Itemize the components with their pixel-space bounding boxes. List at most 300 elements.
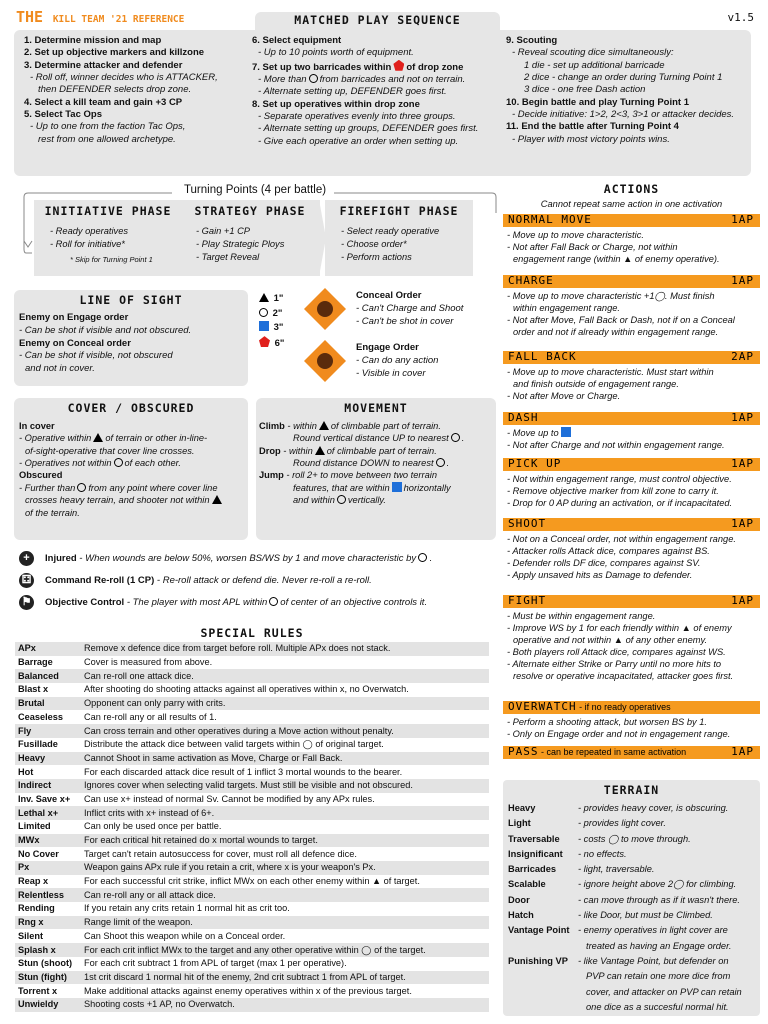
action-line: - Not on a Conceal order, not within engagement range. (507, 534, 736, 544)
terrain-name: Insignificant (508, 848, 563, 859)
circle-icon (436, 458, 445, 467)
action-cost: 1AP (731, 411, 754, 424)
seq-step: of drop zone (406, 61, 464, 73)
action-cost: 1AP (731, 745, 754, 758)
rule-text: Remove x defence dice from target before roll. Multiple APx does not stack. (84, 643, 391, 654)
action-line: - Perform a shooting attack, but worsen BS by 1. (507, 717, 707, 727)
terrain-text: - ignore height above 2◯ for climbing. (578, 879, 737, 890)
phase-item: - Select ready operative (341, 225, 440, 236)
table-row (15, 806, 489, 820)
seq-step: 7. Set up two barricades within (252, 61, 392, 73)
fall-back-bar (503, 351, 760, 364)
action-line: operative and not within ▲ of any other enemy. (513, 635, 708, 646)
fall-back-text (503, 366, 760, 402)
jump-label: Jump (259, 470, 284, 481)
table-row (15, 888, 489, 902)
action-name: FIGHT (508, 594, 547, 607)
terrain-name: Hatch (508, 910, 534, 921)
seq-step: 10. Begin battle and play Turning Point 1 (506, 96, 689, 108)
table-row (15, 998, 489, 1012)
action-line: - Not within engagement range, must control objective. (507, 474, 732, 484)
table-row (15, 861, 489, 875)
rule-name: Relentless (18, 889, 64, 900)
los-text: - Can be shot if visible and not obscured. (19, 324, 192, 336)
terrain-text: PVP can retain one more dice from (586, 971, 731, 982)
table-row (15, 875, 489, 889)
rule-name: Rending (18, 903, 55, 914)
action-line: engagement range (within ▲ of enemy operative). (513, 254, 720, 265)
title-sub: KILL TEAM '21 REFERENCE (52, 14, 185, 25)
initiative-phase-box (34, 200, 182, 276)
terrain-text: - provides heavy cover, is obscuring. (578, 803, 729, 813)
terrain-row (508, 847, 758, 862)
table-row (15, 779, 489, 793)
special-rules-title: SPECIAL RULES (200, 626, 304, 640)
terrain-text: one dice as a succesful normal hit. (586, 1001, 729, 1012)
sequence-col-3 (506, 35, 756, 146)
command-reroll-label: Command Re-roll (1 CP) (45, 575, 155, 586)
action-line: - Move up to (507, 428, 559, 438)
terrain-name: Traversable (508, 833, 560, 844)
charge-text (503, 290, 760, 338)
phase-arrow (320, 205, 326, 271)
terrain-title: TERRAIN (603, 783, 660, 797)
action-name: NORMAL MOVE (508, 213, 592, 226)
rule-name: Fly (18, 725, 32, 736)
strategy-phase-box (180, 200, 320, 276)
shoot-text (503, 533, 760, 581)
rule-name: Fusillade (18, 739, 58, 750)
table-row (15, 752, 489, 766)
seq-detail: 1 die - set up additional barricade (524, 59, 665, 71)
movement-text: of climbable part of terrain. (326, 445, 437, 456)
rule-text: Cover is measured from above. (84, 657, 213, 668)
table-row (15, 916, 489, 930)
phase-item: - Roll for initiative* (50, 238, 125, 249)
rule-text: Range limit of the weapon. (84, 917, 193, 928)
pick-up-text (503, 473, 760, 509)
firefight-phase-box (325, 200, 473, 276)
table-row (15, 710, 489, 724)
action-name: CHARGE (508, 274, 554, 287)
terrain-name: Punishing VP (508, 955, 568, 966)
action-name: PASS (508, 745, 539, 758)
action-line: - Improve WS by 1 for each friendly within ▲ of enemy (507, 623, 732, 634)
table-row (15, 642, 489, 656)
injured-text: - When wounds are below 50%, worsen BS/WS by 1 and move characteristic by (76, 553, 417, 564)
terrain-row (508, 832, 758, 847)
rule-name: No Cover (18, 848, 59, 859)
action-name: FALL BACK (508, 350, 577, 363)
version-label: v1.5 (727, 11, 754, 24)
terrain-row (508, 954, 758, 969)
triangle-icon (93, 433, 103, 442)
order-text: - Can't be shot in cover (356, 315, 454, 327)
terrain-row (508, 893, 758, 908)
action-cost: 1AP (731, 457, 754, 470)
seq-detail: - Alternate setting up, DEFENDER goes first. (258, 86, 447, 98)
table-row (15, 738, 489, 752)
action-line: - Attacker rolls Attack dice, compares against BS. (507, 546, 710, 557)
movement-text: vertically. (347, 495, 386, 506)
seq-step: 11. End the battle after Turning Point 4 (506, 121, 679, 133)
pentagon-6in-icon (393, 60, 404, 71)
document-title (16, 9, 184, 27)
terrain-text: - enemy operatives in light cover are (578, 925, 728, 936)
action-cost: 1AP (731, 517, 754, 530)
action-cost: 1AP (731, 213, 754, 226)
cover-text: of terrain or other in-line- (105, 433, 208, 444)
action-line: - Must be within engagement range. (507, 611, 656, 621)
firefight-phase-title: FIREFIGHT PHASE (339, 204, 459, 218)
movement-text: Round distance DOWN to nearest (293, 458, 434, 469)
terrain-row (508, 923, 758, 938)
action-line: - Move up to move characteristic. Must start within (507, 367, 714, 377)
action-line: - Defender rolls DF dice, compares against SV. (507, 558, 701, 569)
rule-name: Hot (18, 766, 34, 777)
action-name: OVERWATCH (508, 700, 577, 713)
terrain-text: cover, and attacker on PVP can retain (586, 986, 742, 997)
circle-icon (114, 458, 123, 467)
terrain-name (508, 969, 578, 984)
rule-name: APx (18, 643, 36, 654)
cover-text: of-sight-operative that cover line crosses. (25, 445, 195, 456)
rule-text: If you retain any crits retain 1 normal hit as crit too. (84, 903, 290, 914)
seq-detail: - Up to 10 points worth of equipment. (258, 47, 414, 59)
seq-detail: - Player with most victory points wins. (512, 133, 670, 145)
table-row (15, 902, 489, 916)
action-line: - Alternate either Strike or Parry until no more hits to (507, 659, 722, 670)
terrain-name: Barricades (508, 864, 557, 875)
cover-text: crosses heavy terrain, and shooter not within (25, 495, 210, 506)
rule-text: Target can't retain autosuccess for cover, must roll all defence dice. (84, 848, 357, 859)
rule-name: Torrent x (18, 985, 58, 996)
seq-detail: - Up to one from the faction Tac Ops, (30, 121, 186, 133)
table-row (15, 724, 489, 738)
terrain-name: Light (508, 818, 531, 829)
drop-label: Drop (259, 445, 281, 456)
movement-text: - roll 2+ to move between two terrain (286, 470, 438, 481)
action-name: PICK UP (508, 457, 562, 470)
fight-text (503, 610, 760, 682)
movement-text: - within (287, 421, 317, 431)
seq-detail: - Reveal scouting dice simultaneously: (512, 47, 674, 59)
rule-name: Brutal (18, 698, 45, 709)
los-title: LINE OF SIGHT (79, 293, 183, 307)
sequence-title: MATCHED PLAY SEQUENCE (294, 13, 461, 27)
terrain-text: - light, traversable. (578, 864, 655, 875)
engage-order-icon (304, 340, 346, 382)
phase-item: - Ready operatives (50, 225, 129, 236)
terrain-row (508, 877, 758, 892)
seq-detail: - Alternate setting up groups, DEFENDER goes first. (258, 123, 479, 135)
terrain-text: - costs ◯ to move through. (578, 833, 691, 844)
action-line: - Only on Engage order and not in engagement range. (507, 729, 731, 740)
circle-icon (337, 495, 346, 504)
los-text: and not in cover. (25, 363, 95, 375)
order-text: - Can't Charge and Shoot (356, 302, 464, 314)
actions-title: ACTIONS (603, 182, 660, 196)
flag-icon: ⚑ (19, 595, 34, 610)
action-line: and finish outside of engagement range. (513, 379, 679, 390)
action-condition: - if no ready operatives (576, 702, 671, 712)
normal-move-text (503, 229, 760, 265)
rule-text: Shooting costs +1 AP, no Overwatch. (84, 999, 235, 1010)
table-row (15, 984, 489, 998)
terrain-row (508, 862, 758, 877)
charge-bar (503, 275, 760, 288)
rule-text: After shooting do shooting attacks against all operatives within x, no Overwatch. (84, 684, 409, 695)
phase-item: - Choose order* (341, 238, 407, 249)
square-icon (561, 427, 571, 437)
rule-name: Unwieldy (18, 999, 59, 1010)
action-line: order and not if already within engagement range. (513, 327, 719, 338)
terrain-name: Vantage Point (508, 925, 570, 936)
rule-text: 1st crit discard 1 normal hit of the enemy, 2nd crit subtract 1 from APL of target. (84, 971, 406, 982)
action-cost: 2AP (731, 350, 754, 363)
rule-name: Stun (fight) (18, 971, 67, 982)
rule-text: Ignores cover when selecting valid targets. Must still be visible and not obscured. (84, 780, 413, 791)
movement-title: MOVEMENT (344, 401, 408, 415)
command-reroll-text: - Re-roll attack or defend die. Never re-roll a re-roll. (154, 575, 372, 586)
seq-detail: then DEFENDER selects drop zone. (38, 84, 192, 96)
terrain-text: treated as having an Engage order. (586, 940, 732, 951)
conceal-order-title: Conceal Order (356, 290, 422, 301)
seq-step: 6. Select equipment (252, 35, 342, 46)
rule-name: Limited (18, 821, 51, 832)
action-line: - Not after Charge and not within engagement range. (507, 440, 725, 451)
circle-2in-icon (309, 74, 318, 83)
phase-item: - Target Reveal (196, 251, 260, 262)
action-cost: 1AP (731, 594, 754, 607)
phase-arrow (176, 205, 182, 271)
rule-text: Cannot Shoot in same activation as Move, Charge or Fall Back. (84, 752, 343, 763)
terrain-text: - provides light cover. (578, 818, 667, 829)
shoot-bar (503, 518, 760, 531)
movement-text: - within (283, 445, 313, 456)
circle-icon (418, 553, 427, 562)
rule-text: For each critical hit retained do x mortal wounds to target. (84, 835, 318, 846)
climb-label: Climb (259, 421, 285, 431)
triangle-icon (315, 446, 325, 455)
terrain-text: - can move through as if it wasn't there. (578, 894, 740, 905)
order-text: - Can do any action (356, 354, 439, 366)
phase-item: - Perform actions (341, 251, 412, 262)
cover-heading: In cover (19, 421, 55, 431)
los-heading: Enemy on Conceal order (19, 337, 131, 349)
terrain-row (508, 985, 758, 1000)
pass-bar (503, 746, 760, 759)
movement-text: horizontally (403, 482, 451, 493)
action-name: DASH (508, 411, 539, 424)
seq-step: 9. Scouting (506, 35, 558, 46)
terrain-name: Door (508, 894, 530, 905)
seq-detail: rest from one allowed archetype. (38, 133, 176, 145)
seq-step: 2. Set up objective markers and killzone (24, 47, 205, 59)
phase-item: - Gain +1 CP (196, 225, 250, 236)
table-row (15, 820, 489, 834)
distance-value: 3" (273, 322, 284, 334)
triangle-icon (259, 293, 269, 302)
rule-text: Inflict crits with x+ instead of 6+. (84, 807, 215, 818)
los-heading: Enemy on Engage order (19, 312, 129, 323)
rule-name: Heavy (18, 752, 46, 763)
table-row (15, 943, 489, 957)
pentagon-icon (259, 336, 270, 347)
rule-text: Can cross terrain and other operatives during a Move action without penalty. (84, 725, 394, 736)
turning-points-label: Turning Points (4 per battle) (183, 184, 327, 196)
triangle-icon (212, 495, 222, 504)
order-text: - Visible in cover (356, 367, 426, 379)
cover-text: of each other. (124, 458, 182, 469)
rule-name: Splash x (18, 944, 56, 955)
cover-title: COVER / OBSCURED (67, 401, 195, 415)
movement-text: and within (293, 495, 335, 506)
distance-value: 6" (274, 338, 285, 350)
rule-text: Can re-roll any or all results of 1. (84, 711, 217, 722)
circle-icon (77, 483, 86, 492)
rule-text: Can use x+ instead of normal Sv. Cannot be modified by any APx rules. (84, 793, 375, 804)
rule-text: Weapon gains APx rule if you retain a crit, where x is your weapon's Px. (84, 862, 376, 873)
seq-detail: 2 dice - change an order during Turning Point 1 (524, 72, 723, 84)
action-line: - Move up to move characteristic +1◯. Must finish (507, 291, 715, 301)
cover-text: - Operatives not within (19, 458, 112, 469)
action-line: - Apply unsaved hits as Damage to defender. (507, 570, 693, 581)
action-cost: 1AP (731, 274, 754, 287)
terrain-name (508, 985, 578, 1000)
fight-bar (503, 595, 760, 608)
objective-control-text: - The player with most APL within (124, 597, 268, 608)
title-main: THE (16, 8, 44, 26)
los-text: - Can be shot if visible, not obscured (19, 350, 173, 362)
action-line: resolve or operative incapacitated, attacker goes first. (513, 671, 734, 682)
terrain-row (508, 801, 758, 816)
seq-detail: - Give each operative an order when setting up. (258, 135, 459, 147)
triangle-icon (319, 421, 329, 430)
seq-step: 8. Set up operatives within drop zone (252, 98, 420, 110)
table-row (15, 656, 489, 670)
terrain-row (508, 939, 758, 954)
normal-move-bar (503, 214, 760, 227)
seq-detail: 3 dice - one free Dash action (524, 84, 646, 96)
table-row (15, 971, 489, 985)
table-row (15, 834, 489, 848)
square-icon (392, 482, 402, 492)
terrain-list (508, 801, 758, 1015)
initiative-phase-title: INITIATIVE PHASE (44, 204, 172, 218)
cover-text: of the terrain. (25, 507, 80, 518)
table-row (15, 669, 489, 683)
action-line: - Remove objective marker from kill zone to carry it. (507, 486, 719, 497)
rule-text: Can only be used once per battle. (84, 821, 222, 832)
movement-text: Round vertical distance UP to nearest (293, 433, 449, 444)
rule-name: Blast x (18, 684, 49, 695)
circle-icon (269, 597, 278, 606)
dash-text (503, 427, 760, 451)
rule-text: For each crit inflict MWx to the target and any other operative within ◯ of the target. (84, 944, 426, 955)
table-row (15, 957, 489, 971)
dash-bar (503, 412, 760, 425)
rule-name: Barrage (18, 657, 53, 668)
terrain-row (508, 969, 758, 984)
seq-detail: - Roll off, winner decides who is ATTACKER, (30, 72, 218, 84)
rule-name: Reap x (18, 876, 49, 887)
seq-step: 3. Determine attacker and defender (24, 59, 183, 71)
rule-text: Can re-roll any or all attack dice. (84, 889, 216, 900)
seq-step: 5. Select Tac Ops (24, 109, 102, 121)
action-condition: - can be repeated in same activation (538, 747, 687, 757)
sequence-col-1 (24, 35, 249, 146)
terrain-row (508, 816, 758, 831)
seq-step: 4. Select a kill team and gain +3 CP (24, 96, 183, 108)
terrain-row (508, 908, 758, 923)
sequence-col-2 (252, 35, 502, 148)
table-row (15, 765, 489, 779)
rule-text: Distribute the attack dice between valid targets within ◯ of original target. (84, 739, 384, 750)
terrain-name (508, 1000, 578, 1015)
rule-name: Indirect (18, 780, 52, 791)
distance-value: 1" (273, 293, 284, 304)
distance-legend (257, 292, 284, 352)
rule-name: Stun (shoot) (18, 958, 73, 969)
seq-detail: - More than (258, 74, 307, 86)
terrain-text: - no effects. (578, 848, 627, 859)
engage-order-title: Engage Order (356, 342, 419, 353)
terrain-text: - like Vantage Point, but defender on (578, 955, 729, 966)
action-line: - Not after Move or Charge. (507, 391, 621, 402)
cover-heading: Obscured (19, 470, 63, 481)
rule-name: Balanced (18, 670, 59, 681)
rule-text: Opponent can only parry with crits. (84, 698, 226, 709)
rule-name: Px (18, 862, 30, 873)
rule-name: Rng x (18, 917, 44, 928)
rule-text: For each discarded attack dice result of 1 inflict 3 mortal wounds to the bearer. (84, 766, 403, 777)
overwatch-bar (503, 701, 760, 714)
action-name: SHOOT (508, 517, 547, 530)
seq-detail: - Separate operatives evenly into three groups. (258, 111, 456, 123)
action-line: within engagement range. (513, 303, 620, 314)
cover-text: - Operative within (19, 433, 92, 444)
objective-control-label: Objective Control (45, 597, 125, 608)
actions-note: Cannot repeat same action in one activation (540, 199, 723, 209)
terrain-name: Heavy (508, 803, 536, 813)
injured-icon: + (19, 551, 34, 566)
action-line: - Not after Fall Back or Charge, not within (507, 242, 678, 253)
rule-text: For each successful crit strike, inflict MWx on each other enemy within ▲ of target. (84, 876, 420, 887)
table-row (15, 697, 489, 711)
injured-label: Injured (45, 553, 77, 564)
terrain-text: - like Door, but must be Climbed. (578, 910, 713, 921)
table-row (15, 793, 489, 807)
seq-step: 1. Determine mission and map (24, 35, 162, 46)
rule-name: Lethal x+ (18, 807, 59, 818)
seq-detail: from barricades and not on terrain. (319, 74, 466, 86)
objective-control-text: of center of an objective controls it. (280, 597, 428, 608)
table-row (15, 683, 489, 697)
rule-text: Can re-roll one attack dice. (84, 670, 194, 681)
table-row (15, 847, 489, 861)
movement-text: features, that are within (293, 482, 390, 493)
circle-icon (451, 433, 460, 442)
rule-name: Inv. Save x+ (18, 793, 71, 804)
rule-text: Can Shoot this weapon while on a Conceal order. (84, 930, 286, 941)
special-rules-table (15, 642, 489, 1012)
rule-name: Ceaseless (18, 711, 63, 722)
terrain-row (508, 1000, 758, 1015)
phase-item: - Play Strategic Ploys (196, 238, 285, 249)
terrain-name: Scalable (508, 879, 546, 890)
overwatch-text (503, 716, 760, 740)
